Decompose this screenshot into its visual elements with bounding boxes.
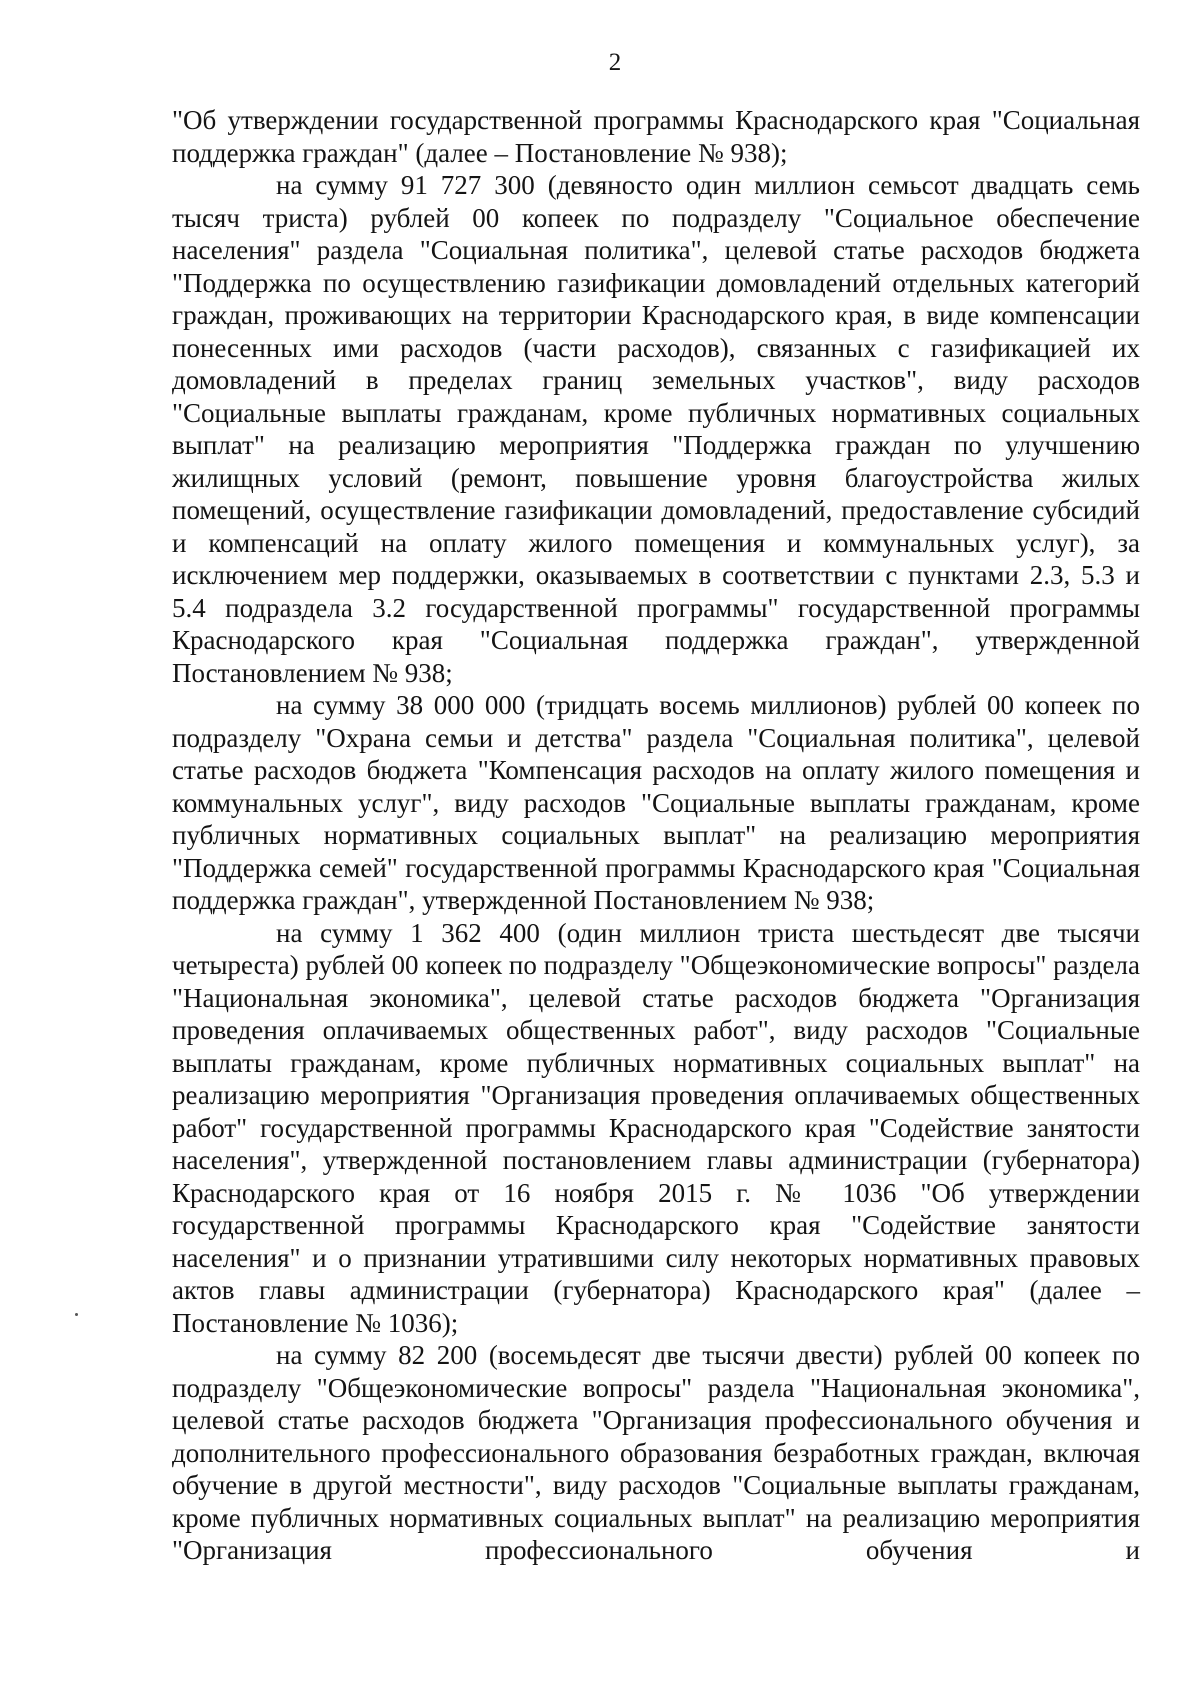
page-number: 2 xyxy=(608,49,622,76)
paragraph-decree-938-title: "Об утверждении государственной программы Краснодарского края "Социальная поддержка граждан" (далее – Постановление № 938); xyxy=(172,105,1140,168)
paragraph-family-support-allocation: на сумму 38 000 000 (тридцать восемь миллионов) рублей 00 копеек по подразделу "Охрана семьи и детства" раздела "Социальная политика", целевой статье расходов бюджета "Компенсация расходов на оплату жилого помещения и коммунальных услуг", виду расходов "Социальные выплаты гражданам, кроме публичных нормативных социальных выплат" на реализацию мероприятия "Поддержка семей" государственной программы Краснодарского края "Социальная поддержка граждан", утвержденной Постановлением № 938; xyxy=(172,690,1140,915)
document-body xyxy=(172,104,1140,1567)
paragraph-gasification-allocation: на сумму 91 727 300 (девяносто один миллион семьсот двадцать семь тысяч триста) рублей 00 копеек по подразделу "Социальное обеспечение населения" раздела "Социальная политика", целевой статье расходов бюджета "Поддержка по осуществлению газификации домовладений отдельных категорий граждан, проживающих на территории Краснодарского края, в виде компенсации понесенных ими расходов (части расходов), связанных с газификацией их домовладений в пределах границ земельных участков", виду расходов "Социальные выплаты гражданам, кроме публичных нормативных социальных выплат" на реализацию мероприятия "Поддержка граждан по улучшению жилищных условий (ремонт, повышение уровня благоустройства жилых помещений, осуществление газификации домовладений, предоставление субсидий и компенсаций на оплату жилого помещения и коммунальных услуг), за исключением мер поддержки, оказываемых в соответствии с пунктами 2.3, 5.3 и 5.4 подраздела 3.2 государственной программы" государственной программы Краснодарского края "Социальная поддержка граждан", утвержденной Постановлением № 938; xyxy=(172,170,1140,688)
scan-speck xyxy=(75,1313,78,1316)
paragraph-public-works-allocation: на сумму 1 362 400 (один миллион триста шестьдесят две тысячи четыреста) рублей 00 копеек по подразделу "Общеэкономические вопросы" раздела "Национальная экономика", целевой статье расходов бюджета "Организация проведения оплачиваемых общественных работ", виду расходов "Социальные выплаты гражданам, кроме публичных нормативных социальных выплат" на реализацию мероприятия "Организация проведения оплачиваемых общественных работ" государственной программы Краснодарского края "Содействие занятости населения", утвержденной постановлением главы администрации (губернатора) Краснодарского края от 16 ноября 2015 г. № 1036 "Об утверждении государственной программы Краснодарского края "Содействие занятости населения" и о признании утратившими силу некоторых нормативных правовых актов главы администрации (губернатора) Краснодарского края" (далее – Постановление № 1036); xyxy=(172,917,1140,1338)
paragraph-vocational-training-allocation: на сумму 82 200 (восемьдесят две тысячи двести) рублей 00 копеек по подразделу "Общеэкономические вопросы" раздела "Национальная экономика", целевой статье расходов бюджета "Организация профессионального обучения и дополнительного профессионального образования безработных граждан, включая обучение в другой местности", виду расходов "Социальные выплаты гражданам, кроме публичных нормативных социальных выплат" на реализацию мероприятия "Организация профессионального обучения и xyxy=(172,1340,1140,1565)
